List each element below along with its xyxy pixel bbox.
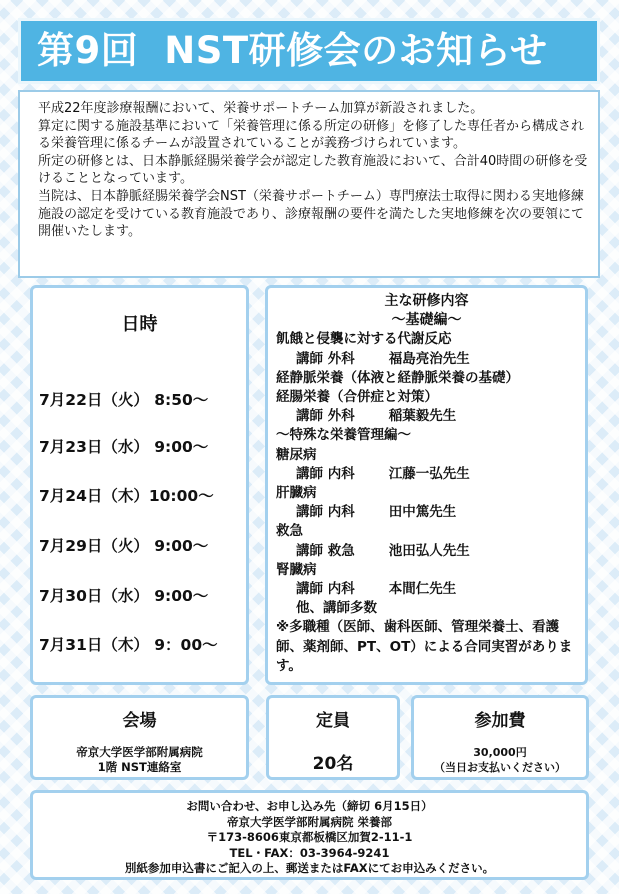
lecturer-line — [276, 542, 585, 561]
lecturer-name: 江藤一弘先生 — [388, 465, 470, 482]
training-content-box — [265, 285, 588, 685]
special-heading: ～特殊な栄養管理編～ — [276, 427, 411, 444]
lecturer-line — [276, 407, 585, 426]
lecturer-role: 講師 外科 — [296, 408, 355, 425]
lecturer-line — [276, 580, 585, 599]
topic: 救急 — [276, 523, 303, 540]
schedule-date: 7月31日（木） 9：00～ — [39, 636, 218, 654]
lecturer-line — [276, 503, 585, 522]
basic-heading: ～基礎編～ — [391, 312, 462, 329]
lecturer-name: 稲葉毅先生 — [388, 408, 457, 425]
lecturer-line — [276, 350, 585, 369]
title-number: 第9回 — [37, 29, 139, 72]
contact-address: 〒173-8606東京都板橋区加賀2-11-1 — [206, 830, 413, 845]
intro-box — [18, 90, 600, 278]
schedule-date: 7月30日（水） 9:00～ — [39, 587, 209, 605]
fee-box — [411, 695, 589, 780]
intro-paragraph: 平成22年度診療報酬において、栄養サポートチーム加算が新設されました。 — [38, 101, 484, 116]
topic: 飢餓と侵襲に対する代謝反応 — [276, 331, 452, 348]
capacity-box — [266, 695, 400, 780]
topic: 肝臓病 — [276, 485, 317, 502]
schedule-box — [30, 285, 249, 685]
lecturer-name: 田中篤先生 — [388, 504, 457, 521]
schedule-date: 7月23日（水） 9:00～ — [39, 438, 209, 456]
intro-paragraph: 所定の研修とは、日本静脈経腸栄養学会が認定した教育施設において、合計40時間の研修を受けることとなっています。 — [38, 153, 588, 187]
lecturer-name: 福島亮治先生 — [388, 350, 470, 367]
venue-heading: 会場 — [122, 711, 157, 731]
contact-line: 帝京大学医学部附属病院 栄養部 — [226, 814, 392, 829]
lecturer-role: 講師 外科 — [296, 350, 355, 367]
venue-box — [30, 695, 249, 780]
fee-note: （当日お支払いください） — [434, 761, 566, 774]
lecturer-name: 本間仁先生 — [388, 581, 457, 598]
contact-instruction: 別紙参加申込書にご記入の上、郵送またはFAXにてお申込みください。 — [124, 861, 495, 876]
lecturer-line — [276, 465, 585, 484]
page-title — [18, 18, 600, 84]
schedule-heading: 日時 — [121, 314, 158, 335]
capacity-heading: 定員 — [316, 711, 350, 731]
fee-amount: 30,000円 — [473, 746, 527, 759]
lecturer-role: 講師 内科 — [296, 465, 355, 482]
topic: 腎臓病 — [276, 561, 317, 578]
contact-line: お問い合わせ、お申し込み先（締切 6月15日） — [186, 799, 433, 813]
lecturer-name: 池田弘人先生 — [388, 542, 470, 559]
lecturer-role: 講師 内科 — [296, 581, 355, 598]
fee-heading: 参加費 — [474, 711, 526, 731]
venue-line: 帝京大学医学部附属病院 — [76, 745, 203, 759]
schedule-date: 7月29日（火） 9:00～ — [39, 537, 209, 555]
intro-paragraph: 算定に関する施設基準において「栄養管理に係る所定の研修」を修了した専任者から構成される栄養管理に係るチームが設置されていることが義務づけられています。 — [38, 118, 585, 152]
contact-box — [30, 790, 589, 880]
capacity-value: 20名 — [312, 754, 354, 774]
lecturer-role: 講師 救急 — [296, 542, 355, 559]
topic: 糖尿病 — [276, 446, 317, 463]
topic: 経静脈栄養（体液と経静脈栄養の基礎） — [276, 369, 519, 386]
lecturer-role: 講師 内科 — [296, 504, 355, 521]
venue-line: 1階 NST連絡室 — [97, 760, 182, 774]
content-heading: 主な研修内容 — [384, 293, 469, 309]
schedule-date: 7月22日（火） 8:50～ — [39, 391, 209, 409]
schedule-date: 7月24日（木）10:00～ — [39, 487, 214, 505]
topic: 経腸栄養（合併症と対策） — [276, 389, 438, 406]
intro-paragraph: 当院は、日本静脈経腸栄養学会NST（栄養サポートチーム）専門療法士取得に関わる実地修練施設の認定を受けている教育施設であり、診療報酬の要件を満たした実地修練を次の要領にて開催いたします。 — [38, 188, 585, 240]
other-lecturers: 他、講師多数 — [296, 600, 377, 617]
contact-phone: TEL・FAX：03-3964-9241 — [229, 845, 390, 860]
title-text: NST研修会のお知らせ — [164, 29, 548, 72]
joint-practice-note: ※多職種（医師、歯科医師、管理栄養士、看護師、薬剤師、PT、OT）による合同実習があります。 — [276, 619, 573, 674]
